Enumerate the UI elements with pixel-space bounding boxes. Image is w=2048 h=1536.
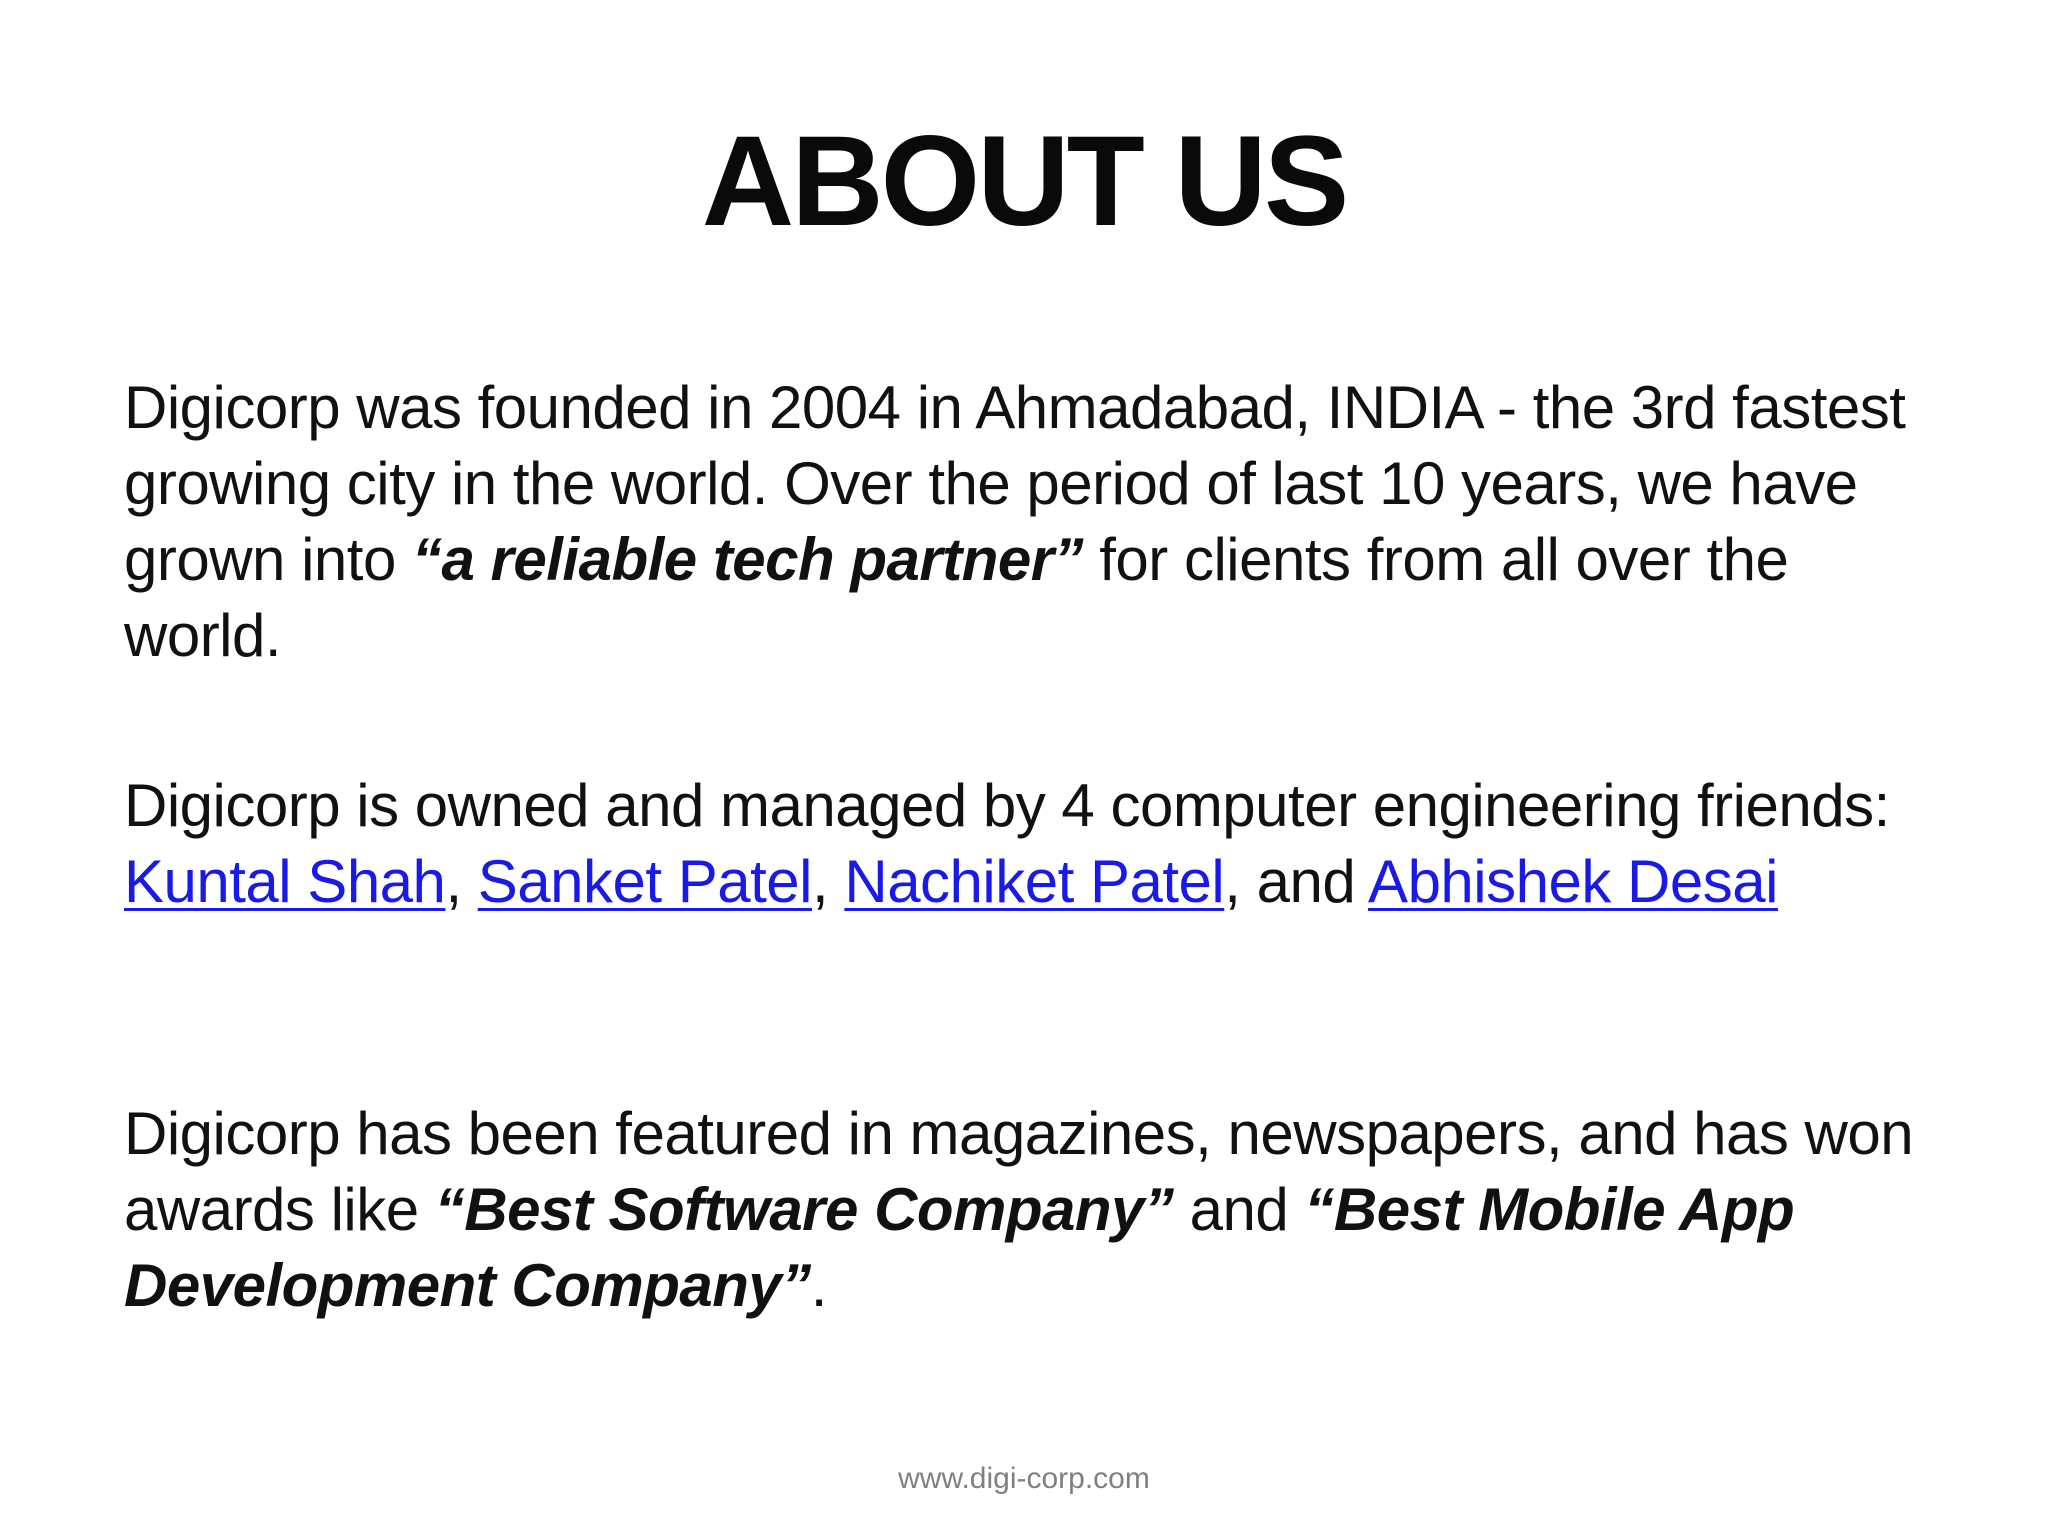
separator: , xyxy=(812,848,845,915)
paragraph-awards xyxy=(124,1096,1954,1324)
founder-link-kuntal-shah[interactable]: Kuntal Shah xyxy=(124,848,446,915)
paragraph-awards-text-b: and xyxy=(1173,1176,1305,1243)
paragraph-founding xyxy=(124,370,1954,674)
separator: , xyxy=(445,848,478,915)
paragraph-founding-text-a: Digicorp was founded in 2004 in Ahmadabad, INDIA - the 3rd fastest growing city in the world. Over the period of last 10 years, we have grown into xyxy=(124,374,1906,593)
paragraph-owners-text-a: Digicorp is owned and managed by 4 computer engineering friends: xyxy=(124,772,1890,839)
founder-link-abhishek-desai[interactable]: Abhishek Desai xyxy=(1368,848,1778,915)
founder-link-sanket-patel[interactable]: Sanket Patel xyxy=(477,848,813,915)
footer-url: www.digi-corp.com xyxy=(898,1462,1150,1495)
emphasis-reliable-tech-partner: “a reliable tech partner” xyxy=(412,526,1084,593)
paragraph-awards-text-c: . xyxy=(810,1252,827,1319)
paragraph-owners xyxy=(124,768,1954,920)
award-best-mobile-app-company: “Best Mobile App Development Company” xyxy=(124,1176,1795,1319)
award-best-software-company: “Best Software Company” xyxy=(434,1176,1174,1243)
founder-link-nachiket-patel[interactable]: Nachiket Patel xyxy=(844,848,1225,915)
paragraph-awards-text-a: Digicorp has been featured in magazines, newspapers, and has won awards like xyxy=(124,1100,1914,1243)
paragraph-founding-text-b: for clients from all over the world. xyxy=(124,526,1789,669)
separator: , and xyxy=(1224,848,1369,915)
page-title: ABOUT US xyxy=(701,110,1347,253)
